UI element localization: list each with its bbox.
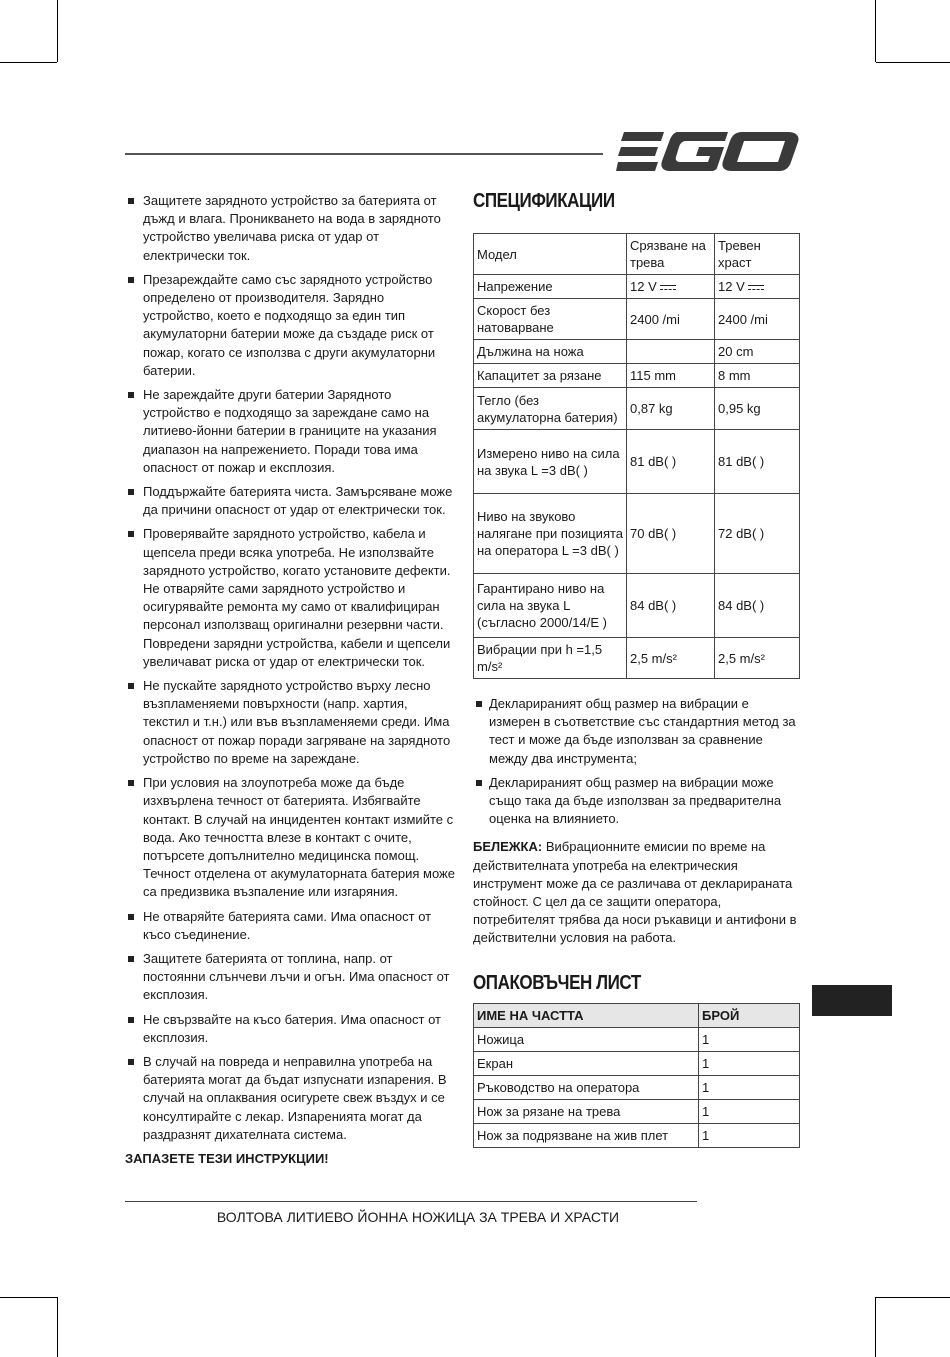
part-qty: 1 <box>699 1075 800 1099</box>
spec-value: 2400 /mi <box>627 299 715 340</box>
spec-value <box>715 275 800 299</box>
header-rule <box>125 153 603 155</box>
crop-mark <box>875 0 876 62</box>
table-row <box>474 1051 800 1075</box>
table-row <box>474 430 800 494</box>
dc-current-icon <box>748 285 764 291</box>
vibration-notes <box>473 695 800 828</box>
crop-mark <box>875 1297 876 1357</box>
crop-mark <box>57 0 58 62</box>
part-name: Нож за рязане на трева <box>474 1099 699 1123</box>
packing-table <box>473 1003 800 1148</box>
safety-column <box>125 192 455 1168</box>
table-header-row <box>474 1003 800 1027</box>
spec-value: 20 cm <box>715 340 800 364</box>
spec-value: 2,5 m/s² <box>715 638 800 679</box>
crop-mark <box>876 62 950 63</box>
footer-title: ВОЛТОВА ЛИТИЕВО ЙОННА НОЖИЦА ЗА ТРЕВА И ХРАСТИ <box>216 1209 620 1225</box>
table-row <box>474 1123 800 1147</box>
dc-current-icon <box>660 285 676 291</box>
part-qty: 1 <box>699 1123 800 1147</box>
specs-table <box>473 233 800 679</box>
save-instructions: ЗАПАЗЕТЕ ТЕЗИ ИНСТРУКЦИИ! <box>125 1150 329 1166</box>
spec-label: Напрежение <box>474 275 627 299</box>
remark-label: БЕЛЕЖКА: <box>473 839 543 855</box>
part-name: Екран <box>474 1051 699 1075</box>
packing-title: ОПАКОВЪЧЕН ЛИСТ <box>473 971 641 994</box>
spec-value: Срязване на трева <box>627 234 715 275</box>
spec-value: 72 dB( ) <box>715 494 800 574</box>
safety-item: Не свързвайте на късо батерия. Има опасност от експлозия. <box>125 1011 455 1047</box>
safety-item: Не пускайте зарядното устройство върху лесно възпламеняеми повърхности (напр. хартия, текстил и т.н.) или във възпламеняеми среди. Има опасност от пожар поради загряване на зарядното устройство по време на зареждане. <box>125 677 455 768</box>
table-row <box>474 388 800 430</box>
part-name: Ръководство на оператора <box>474 1075 699 1099</box>
spec-value: 84 dB( ) <box>627 574 715 638</box>
spec-label: Капацитет за рязане <box>474 364 627 388</box>
spec-value-text: 12 V <box>718 279 745 294</box>
spec-label: Ниво на звуково налягане при позицията на оператора L =3 dB( ) <box>474 494 627 574</box>
footer-rule <box>125 1201 697 1202</box>
crop-mark <box>57 1297 58 1357</box>
ego-logo <box>616 130 800 179</box>
spec-value: Тревен храст <box>715 234 800 275</box>
remark <box>473 838 800 947</box>
part-qty: 1 <box>699 1051 800 1075</box>
part-name: Нож за подрязване на жив плет <box>474 1123 699 1147</box>
spec-value <box>627 275 715 299</box>
spec-value: 84 dB( ) <box>715 574 800 638</box>
spec-value: 0,95 kg <box>715 388 800 430</box>
table-row <box>474 1099 800 1123</box>
table-row <box>474 574 800 638</box>
safety-item: Защитете зарядното устройство за батерията от дъжд и влага. Проникването на вода в зарядното устройство увеличава риска от удар от електрически ток. <box>125 192 455 265</box>
table-row <box>474 494 800 574</box>
table-row <box>474 275 800 299</box>
part-qty: 1 <box>699 1027 800 1051</box>
spec-value: 115 mm <box>627 364 715 388</box>
spec-label: Тегло (без акумулаторна батерия) <box>474 388 627 430</box>
safety-item: Проверявайте зарядното устройство, кабела и щепсела преди всяка употреба. Не използвайте зарядното устройство, когато установите дефекти. Не отваряйте сами зарядното устройство и осигурявайте ремонта му само от квалифициран персонал използващ оригинални резервни части. Повредени зарядни устройства, кабели и щепсели увеличават риска от удар от електрически ток. <box>125 525 455 671</box>
safety-item: Не зареждайте други батерии Зарядното устройство е подходящо за зареждане само на литиево-йонни батерии в границите на указания диапазон на напрежението. Поради това има опасност от пожар и експлозия. <box>125 386 455 477</box>
safety-item: Защитете батерията от топлина, напр. от постоянни слънчеви лъчи и огън. Има опасност от експлозия. <box>125 950 455 1005</box>
spec-value: 2400 /mi <box>715 299 800 340</box>
column-header: БРОЙ <box>699 1003 800 1027</box>
spec-value <box>627 340 715 364</box>
safety-item: Не отваряйте батерията сами. Има опасност от късо съединение. <box>125 908 455 944</box>
spec-value: 81 dB( ) <box>715 430 800 494</box>
spec-label: Скорост без натоварване <box>474 299 627 340</box>
spec-value: 81 dB( ) <box>627 430 715 494</box>
table-row <box>474 638 800 679</box>
crop-mark <box>0 1297 57 1298</box>
spec-label: Гарантирано ниво на сила на звука L (съгласно 2000/14/E ) <box>474 574 627 638</box>
part-name: Ножица <box>474 1027 699 1051</box>
safety-item: В случай на повреда и неправилна употреба на батерията могат да бъдат изпуснати изпарения. В случай на оплаквания осигурете свеж въздух и се консултирайте с лекар. Изпаренията могат да раздразнят дихателната система. <box>125 1053 455 1144</box>
part-qty: 1 <box>699 1099 800 1123</box>
note-item: Декларираният общ размер на вибрации е измерен в съответствие със стандартния метод за тест и може да бъде използван за сравнение между два инструмента; <box>473 695 800 768</box>
table-row <box>474 299 800 340</box>
spec-value: 2,5 m/s² <box>627 638 715 679</box>
spec-value: 0,87 kg <box>627 388 715 430</box>
safety-item: Презареждайте само със зарядното устройство определено от производителя. Зарядно устройство, което е подходящо за един тип акумулаторни батерии може да създаде риск от пожар, когато се използва с други акумулаторни батерии. <box>125 271 455 380</box>
spec-value: 8 mm <box>715 364 800 388</box>
spec-value-text: 12 V <box>630 279 657 294</box>
spec-label: Модел <box>474 234 627 275</box>
remark-text: Вибрационните емисии по време на действителната употреба на електрическия инструмент може да се различава от декларираната стойност. С цел да се защити оператора, потребителят трябва да носи ръкавици и антифони в действителни условия на работа. <box>473 839 797 946</box>
spec-label: Вибрации при h =1,5 m/s² <box>474 638 627 679</box>
safety-item: Поддържайте батерията чиста. Замърсяване може да причини опасност от удар от електрически ток. <box>125 483 455 519</box>
table-row <box>474 234 800 275</box>
spec-label: Измерено ниво на сила на звука L =3 dB( ) <box>474 430 627 494</box>
table-row <box>474 1075 800 1099</box>
spec-value: 70 dB( ) <box>627 494 715 574</box>
safety-list <box>125 192 455 1144</box>
language-tab <box>812 985 892 1016</box>
specs-column <box>473 190 800 1148</box>
crop-mark <box>876 1297 950 1298</box>
note-item: Декларираният общ размер на вибрации може също така да бъде използван за предварителна оценка на влиянието. <box>473 774 800 829</box>
safety-item: При условия на злоупотреба може да бъде изхвърлена течност от батерията. Избягвайте контакт. В случай на инцидентен контакт измийте с вода. Ако течността влезе в контакт с очите, потърсете допълнително медицинска помощ. Течност отделена от акумулаторната батерия може са предизвика възпаление или изгаряния. <box>125 774 455 901</box>
table-row <box>474 340 800 364</box>
spec-label: Дължина на ножа <box>474 340 627 364</box>
specs-title: СПЕЦИФИКАЦИИ <box>473 190 615 212</box>
ego-logo-icon <box>616 130 800 174</box>
table-row <box>474 1027 800 1051</box>
column-header: ИМЕ НА ЧАСТТА <box>474 1003 699 1027</box>
crop-mark <box>0 62 57 63</box>
table-row <box>474 364 800 388</box>
